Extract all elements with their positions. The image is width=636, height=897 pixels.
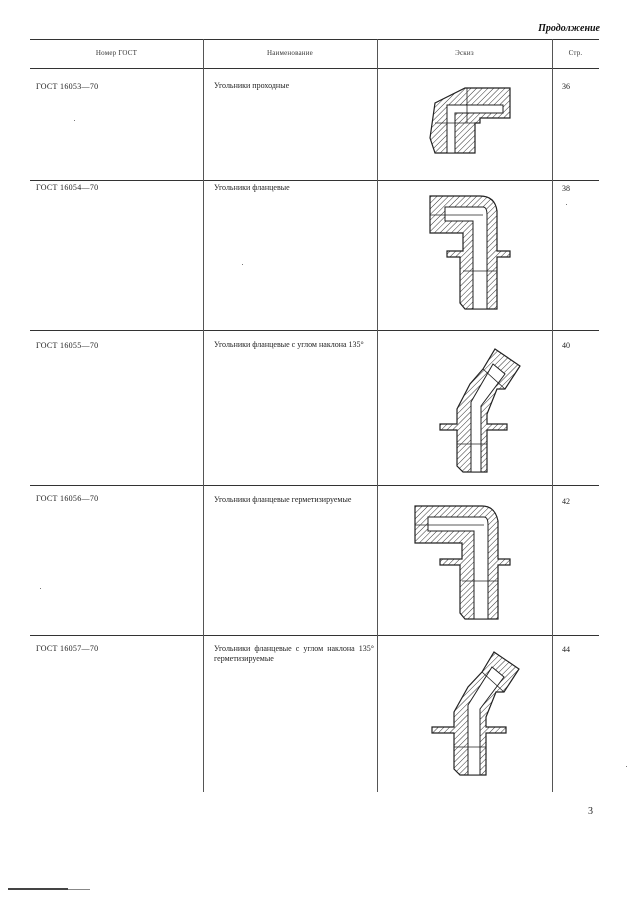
column-header-page: Стр.	[568, 49, 583, 57]
page-number: 3	[588, 806, 593, 817]
continuation-label: Продолжение	[538, 23, 600, 34]
scan-mark	[68, 889, 90, 890]
product-name: Угольники фланцевые с углом наклона 135°	[214, 340, 364, 349]
product-name: Угольники фланцевые герметизируемые	[214, 495, 352, 504]
column-header-gost: Номер ГОСТ	[95, 49, 138, 57]
column-header-name: Наименование	[266, 49, 313, 57]
page-ref: 38	[562, 184, 570, 193]
pass-through-elbow-icon	[425, 83, 515, 163]
product-name: Угольники фланцевые	[214, 183, 290, 192]
sealed-flanged-elbow-135-icon	[422, 647, 532, 782]
scan-mark	[8, 888, 68, 890]
gost-number: ГОСТ 16057—70	[36, 644, 99, 653]
page-ref: 44	[562, 645, 570, 654]
sealed-flanged-elbow-icon	[410, 501, 535, 626]
gost-number: ГОСТ 16054—70	[36, 183, 99, 192]
page-ref: 36	[562, 82, 570, 91]
flanged-elbow-135-icon	[425, 344, 535, 479]
page-ref: 40	[562, 341, 570, 350]
gost-number: ГОСТ 16053—70	[36, 82, 99, 91]
column-header-sketch: Эскиз	[455, 49, 474, 57]
page-ref: 42	[562, 497, 570, 506]
product-name: Угольники проходные	[214, 81, 290, 90]
product-name: Угольники фланцевые с углом наклона 135° герметизируемые	[214, 644, 374, 663]
gost-number: ГОСТ 16055—70	[36, 341, 99, 350]
gost-table	[30, 39, 599, 792]
flanged-elbow-icon	[425, 191, 535, 321]
gost-number: ГОСТ 16056—70	[36, 494, 99, 503]
